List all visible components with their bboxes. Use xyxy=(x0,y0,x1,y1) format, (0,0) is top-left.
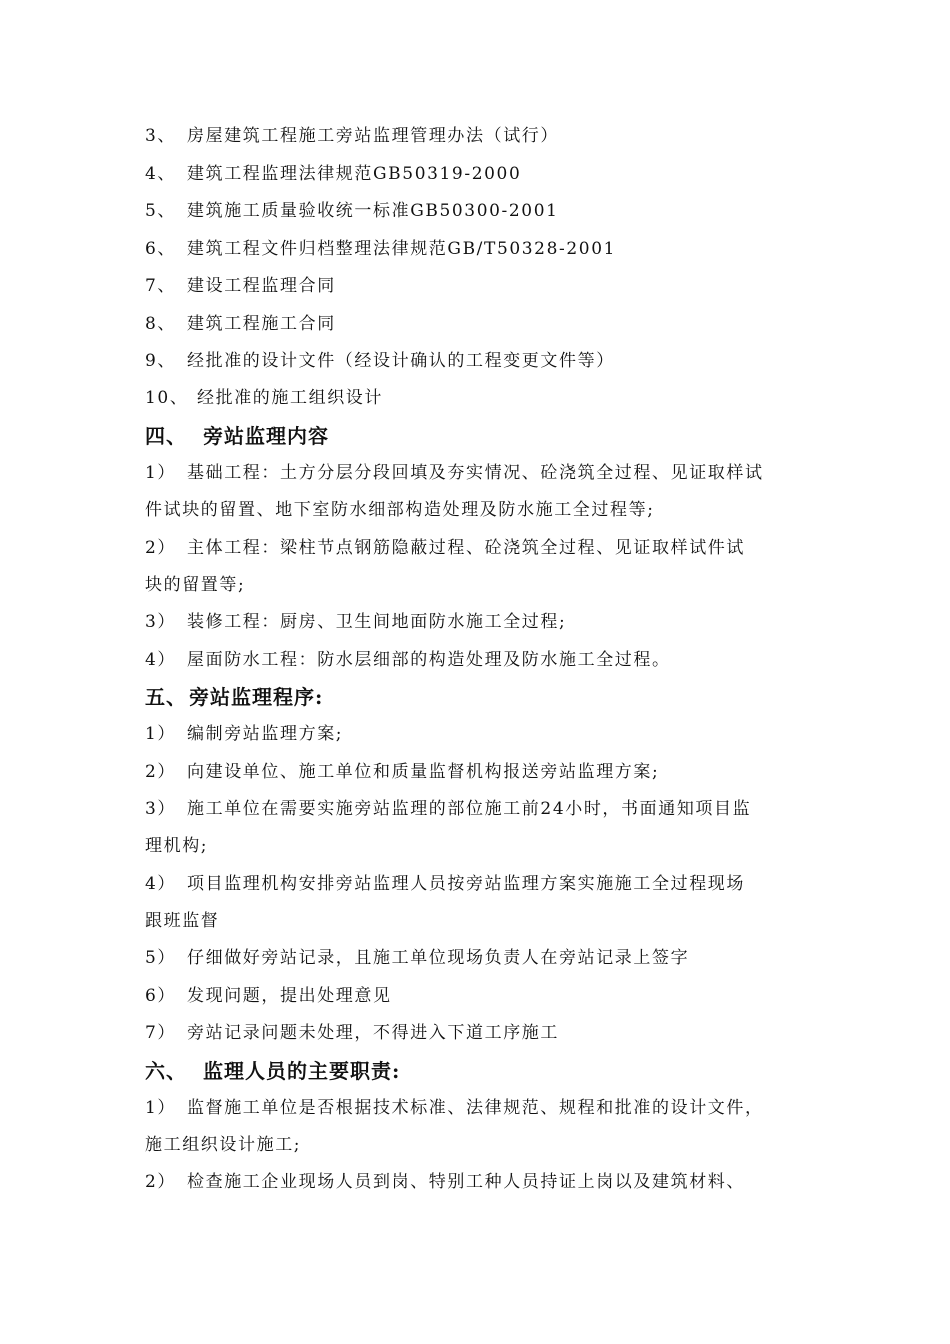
item-number: 9、 xyxy=(145,351,177,371)
item-text: 建筑工程文件归档整理法律规范GB/T50328-2001 xyxy=(187,239,617,259)
list-item xyxy=(145,947,825,969)
item-number: 10、 xyxy=(145,388,189,408)
list-item xyxy=(145,1022,825,1044)
item-text: 监督施工单位是否根据技术标准、法律规范、规程和批准的设计文件， xyxy=(187,1098,764,1118)
list-item xyxy=(145,649,825,671)
item-text: 建筑工程监理法律规范GB50319-2000 xyxy=(187,164,522,184)
item-number: 2） xyxy=(145,538,177,558)
list-item xyxy=(145,1171,825,1193)
item-text: 屋面防水工程：防水层细部的构造处理及防水施工全过程。 xyxy=(187,650,671,670)
item-text: 装修工程：厨房、卫生间地面防水施工全过程; xyxy=(187,612,567,632)
item-text: 房屋建筑工程施工旁站监理管理办法（试行） xyxy=(187,126,559,146)
item-text: 主体工程：梁柱节点钢筋隐蔽过程、砼浇筑全过程、见证取样试件试 xyxy=(187,538,745,558)
reference-item xyxy=(145,238,825,260)
list-item-continuation: 块的留置等; xyxy=(145,575,246,595)
section-number: 五、 xyxy=(145,685,187,709)
item-number: 2） xyxy=(145,1172,177,1192)
item-number: 5） xyxy=(145,948,177,968)
item-text: 仔细做好旁站记录，且施工单位现场负责人在旁站记录上签字 xyxy=(187,948,690,968)
section-number: 四、 xyxy=(145,424,187,448)
section-heading-5 xyxy=(145,684,825,710)
list-item xyxy=(145,985,825,1007)
list-item xyxy=(145,873,825,895)
item-number: 5、 xyxy=(145,201,177,221)
item-text: 建设工程监理合同 xyxy=(187,276,336,296)
item-number: 6、 xyxy=(145,239,177,259)
item-text: 经批准的施工组织设计 xyxy=(197,388,383,408)
reference-item xyxy=(145,200,825,222)
section-title: 监理人员的主要职责: xyxy=(203,1059,401,1083)
reference-item xyxy=(145,275,825,297)
list-item xyxy=(145,798,825,820)
item-text: 旁站记录问题未处理，不得进入下道工序施工 xyxy=(187,1023,559,1043)
item-text: 发现问题，提出处理意见 xyxy=(187,986,392,1006)
item-number: 6） xyxy=(145,986,177,1006)
item-number: 8、 xyxy=(145,314,177,334)
list-item xyxy=(145,1097,825,1119)
list-item xyxy=(145,761,825,783)
list-item-continuation: 跟班监督 xyxy=(145,911,220,931)
list-item xyxy=(145,462,825,484)
item-number: 3） xyxy=(145,612,177,632)
item-text: 施工单位在需要实施旁站监理的部位施工前24小时，书面通知项目监 xyxy=(187,799,752,819)
item-number: 4、 xyxy=(145,164,177,184)
item-number: 4） xyxy=(145,874,177,894)
list-item-continuation: 施工组织设计施工; xyxy=(145,1135,302,1155)
section-heading-4 xyxy=(145,423,825,449)
list-item xyxy=(145,723,825,745)
list-item xyxy=(145,537,825,559)
item-text: 项目监理机构安排旁站监理人员按旁站监理方案实施施工全过程现场 xyxy=(187,874,745,894)
reference-item xyxy=(145,125,825,147)
item-text: 经批准的设计文件（经设计确认的工程变更文件等） xyxy=(187,351,615,371)
reference-item xyxy=(145,350,825,372)
item-text: 编制旁站监理方案; xyxy=(187,724,344,744)
item-text: 建筑施工质量验收统一标准GB50300-2001 xyxy=(187,201,559,221)
list-item-continuation: 理机构; xyxy=(145,836,209,856)
item-text: 建筑工程施工合同 xyxy=(187,314,336,334)
list-item-continuation: 件试块的留置、地下室防水细部构造处理及防水施工全过程等; xyxy=(145,500,655,520)
item-number: 4） xyxy=(145,650,177,670)
item-number: 1） xyxy=(145,463,177,483)
item-number: 7、 xyxy=(145,276,177,296)
item-number: 7） xyxy=(145,1023,177,1043)
reference-item xyxy=(145,313,825,335)
reference-item xyxy=(145,163,825,185)
item-number: 1） xyxy=(145,724,177,744)
list-item xyxy=(145,611,825,633)
item-number: 3、 xyxy=(145,126,177,146)
section-number: 六、 xyxy=(145,1059,187,1083)
section-title: 旁站监理程序: xyxy=(189,685,324,709)
item-text: 向建设单位、施工单位和质量监督机构报送旁站监理方案; xyxy=(187,762,660,782)
section-heading-6 xyxy=(145,1058,825,1084)
item-text: 检查施工企业现场人员到岗、特别工种人员持证上岗以及建筑材料、 xyxy=(187,1172,745,1192)
item-number: 3） xyxy=(145,799,177,819)
section-title: 旁站监理内容 xyxy=(203,424,329,448)
reference-item xyxy=(145,387,825,409)
item-number: 2） xyxy=(145,762,177,782)
item-text: 基础工程：土方分层分段回填及夯实情况、砼浇筑全过程、见证取样试 xyxy=(187,463,764,483)
item-number: 1） xyxy=(145,1098,177,1118)
